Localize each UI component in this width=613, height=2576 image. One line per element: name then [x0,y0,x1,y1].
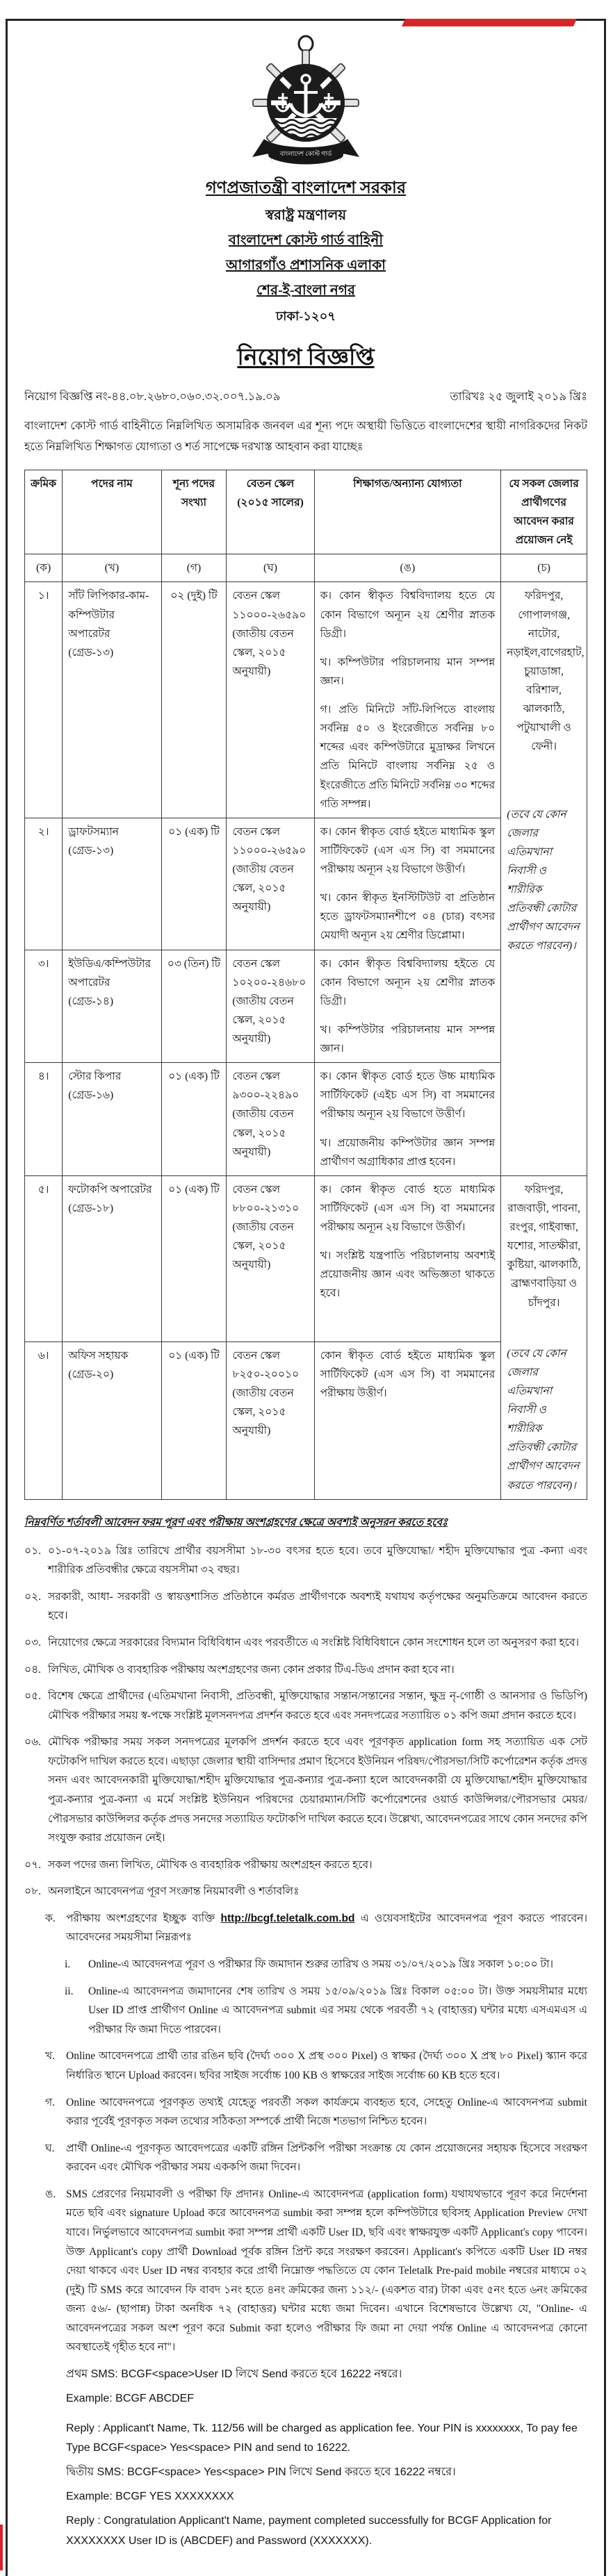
ministry-name: স্বরাষ্ট্র মন্ত্রণালয় [265,208,347,223]
rule-label: খ. [45,2050,56,2063]
row-vacancy: ০১ (এক) টি [161,1341,227,1499]
online-rule-d [24,2139,587,2177]
vacancy-table [24,470,587,1500]
emblem-banner-text: বাংলাদেশ কোস্ট গার্ড [279,150,332,157]
row-vacancy: ০৩ (তিন) টি [161,950,227,1063]
row-vacancy: ০১ (এক) টি [161,818,227,950]
sms-first-line: প্রথম SMS: BCGF<space>User ID লিখে Send করতে হবে 16222 নম্বরে। [66,2368,402,2381]
force-name: বাংলাদেশ কোস্ট গার্ড বাহিনী [228,233,384,248]
condition-item [24,1733,587,1847]
condition-text: অনলাইনে আবেদনপত্র পূরণ সংক্রান্ত নিয়মাবলী ও শর্তাবলিঃ [48,1885,300,1898]
col-header-position: পদের নাম [63,470,161,554]
rule-label: গ. [45,2096,56,2108]
sms-reply-1: Reply : Applicant't Name, Tk. 112/56 will be charged as application fee. Your PIN is xxxxxxxx, To pay fee Type BCGF<space> Yes<space> PIN and send to 16222. [66,2422,578,2454]
condition-item [24,1856,587,1875]
row-serial: ৫। [25,1175,63,1341]
condition-number: ০৪. [24,1663,42,1676]
office-nagar: শের-ই-বাংলা নগর [256,283,355,298]
row-qualifications [314,1175,501,1341]
rule-label: ঘ. [45,2142,55,2154]
left-red-mark [0,2525,3,2570]
qualification-item: খ। সংশ্লিষ্ট যন্ত্রপাতি পরিচালনায় অবশ্যই প্রয়োজনীয় জ্ঞান এবং অভিজ্ঞতা থাকতে হবে। [320,1250,496,1300]
condition-text: নিয়োগের ক্ষেত্রে সরকারের বিদ্যমান বিধিবিধান এবং পরবর্তীতে এ সংশ্লিষ্ট বিধিবিধানে কোন সংশোধন হলে তা অনুসরণ করা হবে। [48,1636,580,1649]
office-area: আগারগাঁও প্রশাসনিক এলাকা [225,258,386,273]
condition-text: ০১-০৭-২০১৯ খ্রিঃ তারিখে প্রার্থীর বয়সসীমা ১৮-৩০ বৎসর হতে হবে। তবে মুক্তিযোদ্ধা/ শহীদ মুক্তিযোদ্ধার পুত্র -কন্যা এবং শারীরিক প্রতিবন্ধীর ক্ষেত্রে বয়সসীমা ৩২ বছর। [48,1544,587,1576]
condition-number: ০৩. [24,1636,42,1649]
condition-number: ০৫. [24,1690,42,1703]
row-serial: ১। [25,582,63,818]
qualification-item: কোন স্বীকৃত বোর্ড হইতে মাধ্যমিক স্কুল সার্টিফিকেট (এস এস সি) বা সমমানের পরীক্ষায় উত্তীর্ণ। [320,1349,496,1400]
row-pay-scale: বেতন স্কেল ৮২৫০-২০০১০ (জাতীয় বেতন স্কেল, ২০১৫ অনুযায়ী) [227,1341,314,1499]
application-website-link[interactable]: http://bcgf.teletalk.com.bd [220,1912,355,1924]
rule-label: ক. [45,1912,56,1924]
row-qualifications [314,1341,501,1499]
coast-guard-emblem-icon [247,35,365,168]
notice-title: নিয়োগ বিজ্ঞপ্তি [237,345,375,370]
rule-label: ঙ. [45,2188,56,2200]
condition-text: সরকারী, আধা- সরকারী ও স্বায়ত্তশাসিত প্রতিষ্ঠানে কর্মরত প্রার্থীগণকে অবশ্যই যথাযথ কর্তৃপক্ষের অনুমতিক্রমে আবেদন করতে হবে। [48,1590,587,1622]
table-letter-row [25,554,587,582]
intro-paragraph: বাংলাদেশ কোস্ট গার্ড বাহিনীতে নিম্নলিখিত অসামরিক জনবল এর শূন্য পদে অস্থায়ী ভিত্তিতে বাংলাদেশের স্থায়ী নাগরিকদের নিকট হতে নিম্নলিখিত শিক্ষাগত যোগ্যতা ও শর্ত সাপেক্ষে দরখাস্ত আহবান করা যাচ্ছেঃ [24,420,587,454]
qualification-item: খ। প্রয়োজনীয় কম্পিউটার জ্ঞান সম্পন্ন প্রার্থীগণ অগ্রাধিকার প্রাপ্ত হবেন। [320,1137,496,1168]
condition-number: ০২. [24,1590,42,1603]
condition-item [24,1687,587,1725]
sms-example-1: Example: BCGF ABCDEF [66,2392,195,2404]
rule-text: SMS প্রেরণের নিয়মাবলী ও পরীক্ষা ফি প্রদানঃ Online-এ আবেদনপত্র (application form) যথাযথভাবে পূরণ করে নির্দেশনা মতে ছবি এবং signature Upload করে আবেদনপত্র sumbit করা সম্পন্ন হলে কম্পিউটারে ছবিসহ Application Preview দেখা যাবে। নির্ভুলভাবে আবেদনপত্র sumbit করা সম্পন্ন প্রার্থী একটি User ID, ছবি এবং স্বাক্ষরযুক্ত একটি Applicant's copy পাবেন। উক্ত Applicant's copy প্রার্থী Download পূর্বক রঙ্গিন প্রিন্ট করে সংরক্ষণ করবেন। Applicant's কপিতে একটি User ID নম্বর দেয়া থাকবে এবং User ID নম্বর ব্যবহার করে প্রার্থী নিম্নোক্ত পদ্ধতিতে যে কোন Teletalk Pre-paid mobile নম্বরের মাধ্যমে ০২ (দুই) টি SMS করে আবেদন ফি বাবদ ১নং হতে ৪নং ক্রমিকের জন্য ১১২/- (একশত বার) টাকা এবং ৫নং হতে ৬নং ক্রমিকের জন্য ৫৬/- (ছাপান্ন) টাকা অনধিক ৭২ (বাহাত্তর) ঘন্টার মধ্যে জমা দিবেন। এখানে বিশেষভাবে উল্লেখ্য যে, "Online- এ আবেদনপত্রের সকল অংশ পূরণ করে Submit করা হলেও পরীক্ষার ফি জমা না দেয়া পর্যন্ত Online এ আবেদনপত্র কোনো অবস্থাতেই গৃহীত হবে না"। [66,2188,587,2354]
condition-text: বিশেষ ক্ষেত্রে প্রার্থীদের (এতিমখানা নিবাসী, প্রতিবন্ধী, মুক্তিযোদ্ধার সন্তান/সন্তানের সন্তান, ক্ষুদ্র নৃ-গোষ্ঠী ও আনসার ও ভিডিপি) মৌখিক পরীক্ষার সময় স্ব-পক্ষে সংশ্লিষ্ট মূলসনদপত্র প্রদর্শন করতে হবে এবং সনদপত্রের সত্যায়িত ০১ কপি জমা প্রদান করতে হবে। [48,1690,587,1722]
conditions-heading: নিম্নবর্ণিত শর্তাবলী আবেদন ফরম পূরণ এবং পরীক্ষায় অংশগ্রহণের ক্ষেত্রে অবশ্যই অনুসরন করতে হবেঃ [24,1516,448,1528]
condition-number: ০১. [24,1544,42,1557]
row-pay-scale: বেতন স্কেল ১০২০০-২৪৬৮০ (জাতীয় বেতন স্কেল, ২০১৫ অনুযায়ী) [227,950,314,1063]
row-serial: ৬। [25,1341,63,1499]
qualification-item: ক। কোন স্বীকৃত বোর্ড হতে উচ্চ মাধ্যমিক সার্টিফিকেট (এইচ এস সি) বা সমমানের পরীক্ষায় অন্যূন ২য় বিভাগে উত্তীর্ণ। [320,1071,496,1121]
district-list: ফরিদপুর, রাজবাড়ী, পাবনা, রংপুর, গাইবান্ধা, যশোর, সাতক্ষীরা, কুষ্টিয়া, ঝালকাঠি, ব্রাহ্মণবাড়িয়া ও চাঁদপুর। [507,1183,581,1309]
online-rule-i [24,1955,587,1974]
condition-item [24,1633,587,1653]
col-letter: (ক) [25,554,63,582]
rule-text: Online আবেদনপত্রে প্রার্থী তার রঙিন ছবি (দৈর্ঘ্য ৩০০ X প্রস্থ ৩০০ Pixel) ও স্বাক্ষর (দৈর্ঘ্য ৩০০ X প্রস্থ ৮০ Pixel) স্ক্যান করে নির্ধারিত স্থানে Upload করবেন। ছবির সাইজ সর্বোচ্চ 100 KB ও স্বাক্ষরের সাইজ সর্বোচ্চ 60 KB হতে হবে। [66,2050,587,2081]
col-header-vacancies: শূন্য পদের সংখ্যা [161,470,227,554]
row-pay-scale: বেতন স্কেল ১১০০০-২৬৫৯০ (জাতীয় বেতন স্কেল, ২০১৫ অনুযায়ী) [227,582,314,818]
table-row [25,1175,587,1341]
online-rule-b [24,2047,587,2085]
online-rule-e [24,2185,587,2357]
rule-label: ii. [65,1985,74,1997]
qualification-item: খ। কম্পিউটার পরিচালনায় মান সম্পন্ন জ্ঞান। [320,1023,496,1055]
row-pay-scale: বেতন স্কেল ৮৮০০-২১৩১০ (জাতীয় বেতন স্কেল, ২০১৫ অনুযায়ী) [227,1175,314,1341]
online-rule-a [24,1909,587,1947]
condition-text: সকল পদের জন্য লিখিত, মৌখিক ও ব্যবহারিক পরীক্ষায় অংশগ্রহন করতে হবে। [48,1858,373,1871]
row-position: স্টোর কিপার (গ্রেড-১৬) [63,1063,161,1176]
rule-text: Online-এ আবেদনপত্র জমাদানের শেষ তারিখ ও সময় ১৫/০৯/২০১৯ খ্রিঃ বিকাল ০৫:০০ টা। উক্ত সময়সীমার মধ্যে User ID প্রাপ্ত প্রার্থীগণ Online এ আবেদনপত্র submit এর সময় থেকে পরবর্তী ৭২ (বাহাত্তর) ঘন্টার মধ্যে এসএমএস এ পরীক্ষার ফি জমা দিতে পারবেন। [88,1985,587,2036]
row-position: ফটোকপি অপারেটর (গ্রেড-১৮) [63,1175,161,1341]
row-qualifications [314,818,501,950]
condition-text: মৌখিক পরীক্ষার সময় সকল সনদপত্রের মূলকপি প্রদর্শন করতে হবে এবং পূরণকৃত application form সহ সত্যায়িত এক সেট ফটোকপি দাখিল করতে হবে। এছাড়া জেলার স্থায়ী বাসিন্দার প্রমাণ হিসেবে ইউনিয়ন পরিষদ/পৌরসভা/সিটি কর্পোরেশন কর্তৃক প্রদত্ত সনদ এবং আবেদনকারী মুক্তিযোদ্ধা/শহীদ মুক্তিযোদ্ধার পুত্র-কন্যার পুত্র-কন্যা হলে আবেদনকারী যে মুক্তিযোদ্ধা/শহীদ মুক্তিযোদ্ধার পুত্র-কন্যার পুত্র-কন্যা এ মর্মে সংশ্লিষ্ট ইউনিয়ন পরিষদের চেয়ারম্যান/সিটি কর্পোরেশনের ওয়ার্ড কাউন্সিলর/পৌরসভার মেয়র/পৌরসভার কাউন্সিলর কর্তৃক প্রদত্ত সনদের সত্যায়িত ফটোকপি দাখিল করতে হবে। উল্লেখ্য, আবেদনপত্রের সাথে কোন সনদের কপি সংযুক্ত করার প্রয়োজন নেই। [48,1736,587,1844]
memo-row [24,388,587,406]
notice-date: তারিখঃ ২৫ জুলাই ২০১৯ খ্রিঃ [450,390,587,403]
qualification-item: ক। কোন স্বীকৃত বিশ্ববিদ্যালয় হইতে যে কোন বিভাগে অন্যূন ২য় শ্রেণীর স্নাতক ডিগ্রী। [320,957,496,1007]
row-serial: ৪। [25,1063,63,1176]
col-header-qualification: শিক্ষাগত/অন্যান্য যোগ্যতা [314,470,501,554]
row-serial: ২। [25,818,63,950]
rule-text: Online আবেদনপত্রে পূরণকৃত তথ্যই যেহেতু পরবর্তী সকল কার্যক্রমে ব্যবহৃত হবে, সেহেতু Online-এ আবেদনপত্র submit করার পূর্বেই পূরণকৃত সকল তথ্যের সঠিকতা সম্পর্কে প্রার্থী নিজে শতভাগ নিশ্চিত হবেন। [66,2096,587,2128]
qualification-item: ক। কোন স্বীকৃত বোর্ড হইতে মাধ্যমিক স্কুল সার্টিফিকেট (এস এস সি) বা সমমানের পরীক্ষায় অন্যূন ২য় বিভাগে উত্তীর্ণ। [320,825,496,876]
sms-reply-2: Reply : Congratulation Applicant't Name, payment completed successfully for BCGF Application for XXXXXXXX User ID is (ABCDEF) and Password (XXXXXXX). [66,2514,552,2547]
condition-number: ০৮. [24,1885,42,1898]
district-quota-note: (তবে যে কোন জেলার এতিমখানা নিবাসী ও শারীরিক প্রতিবন্ধী কোটার প্রার্থীগণ আবেদন করতে পারবেন)। [507,808,580,952]
condition-item [24,1542,587,1580]
rule-text [66,1909,587,1947]
condition-number: ০৭. [24,1858,42,1871]
qualification-item: খ। কম্পিউটার পরিচালনায় মান সম্পন্ন জ্ঞান। [320,656,496,687]
online-rule-ii [24,1982,587,2040]
rule-text-pre: পরীক্ষায় অংশগ্রহণের ইচ্ছুক ব্যক্তি [66,1912,221,1924]
qualification-item: খ। কোন স্বীকৃত ইনস্টিটিউট বা প্রতিষ্ঠান হতে ড্রাফটসম্যানশীপে ০৪ (চার) বৎসর মেয়াদী অন্যূন ২য় শ্রেণীর ডিপ্লোমা। [320,892,496,942]
circular-document [6,19,606,2576]
rule-text: Online-এ আবেদনপত্র পূরণ ও পরীক্ষার ফি জমাদান শুরুর তারিখ ও সময় ৩১/০৭/২০১৯ খ্রিঃ সকাল ১০:০০ টা। [88,1958,554,1971]
row-position: অফিস সহায়ক (গ্রেড-২০) [63,1341,161,1499]
emblem-ribbon [252,139,359,165]
district-exclusion-cell [501,582,587,1175]
memo-number: নিয়োগ বিজ্ঞপ্তি নং-৪৪.০৮.২৬৮০.০৬০.৩২.০০৭.১৯.০৯ [24,390,281,403]
row-qualifications [314,950,501,1063]
document-header [24,35,587,378]
district-quota-note: (তবে যে কোন জেলার এতিমখানা নিবাসী ও শারীরিক প্রতিবন্ধী কোটার প্রার্থীগণ আবেদন করতে পারবেন)। [507,1347,580,1492]
row-qualifications [314,1063,501,1176]
district-list: ফরিদপুর, গোপালগঞ্জ, নাটোর, নড়াইল,বাগেরহাট, চুয়াডাঙ্গা, বরিশাল, ঝালকাঠি, পটুয়াখালী ও ফেনী। [507,590,585,753]
row-vacancy: ০২ (দুই) টি [161,582,227,818]
table-header-row [25,470,587,554]
qualification-item: ক। কোন স্বীকৃত বিশ্ববিদ্যালয় হতে যে কোন বিভাগে অন্যূন ২য় শ্রেণীর স্নাতক ডিগ্রী। [320,590,496,640]
col-letter: (ঙ) [314,554,501,582]
sms-instructions [24,2365,587,2551]
condition-text: লিখিত, মৌখিক ও ব্যবহারিক পরীক্ষায় অংশগ্রহণের জন্য কোন প্রকার টিএ-ডিএ প্রদান করা হবে না। [48,1663,455,1676]
rule-text-post: এ ওয়েবসাইটের আবেদনপত্র পূরণ করতে পারবেন। আবেদনের সময়সীমা নিম্নরূপঃ [66,1912,587,1944]
condition-item [24,1882,587,1901]
office-city: ঢাকা-১২০৭ [276,309,336,323]
qualification-item: ক। কোন স্বীকৃত বোর্ড হতে মাধ্যমিক সার্টিফিকেট (এস এস সি) বা সমমানের পরীক্ষায় অন্যূন ২য় বিভাগে উত্তীর্ণ। [320,1183,496,1234]
col-letter: (খ) [63,554,161,582]
row-position: সাঁট লিপিকার-কাম-কম্পিউটার অপারেটর (গ্রেড-১৩) [63,582,161,818]
col-letter: (চ) [501,554,587,582]
row-pay-scale: বেতন স্কেল ১১০০০-২৬৫৯০ (জাতীয় বেতন স্কেল, ২০১৫ অনুযায়ী) [227,818,314,950]
rule-text: প্রার্থী Online-এ পূরণকৃত আবেদপত্রের একটি রঙ্গিন প্রিন্টকপি পরীক্ষা সংক্রান্ত যে কোন প্রয়োজনের সহায়ক হিসেবে সংরক্ষণ করবেন এবং মৌখিক পরীক্ষার সময় এককপি জমা দিবেন। [66,2142,587,2174]
row-vacancy: ০১ (এক) টি [161,1175,227,1341]
row-pay-scale: বেতন স্কেল ৯৩০০-২২৪৯০ (জাতীয় বেতন স্কেল, ২০১৫ অনুযায়ী) [227,1063,314,1176]
row-qualifications [314,582,501,818]
sms-example-2: Example: BCGF YES XXXXXXXX [66,2491,234,2503]
condition-item [24,1587,587,1626]
rule-label: i. [65,1958,71,1971]
col-header-serial: ক্রমিক [25,470,63,554]
qualification-item: গ। প্রতি মিনিটে সাঁট-লিপিতে বাংলায় সর্বনিম্ন ৫০ ও ইংরেজীতে সর্বনিম্ন ৮০ শব্দের এবং কম্পিউটারে মুদ্রাক্ষর লিখনে প্রতি মিনিটে বাংলায় সর্বনিম্ন ২৫ ও ইংরেজীতে প্রতি মিনিটে সর্বনিম্ন ৩০ শব্দের গতি সম্পন্ন। [320,704,496,810]
row-position: ড্রাফটসম্যান (গ্রেড-১৩) [63,818,161,950]
row-serial: ৩। [25,950,63,1063]
condition-item [24,1660,587,1680]
online-rule-c [24,2093,587,2131]
sms-second-line: দ্বিতীয় SMS: BCGF<space> Yes<space> PIN লিখে Send করতে হবে 16222 নম্বরে। [66,2466,456,2479]
col-letter: (গ) [161,554,227,582]
government-name: গণপ্রজাতন্ত্রী বাংলাদেশ সরকার [205,179,407,197]
col-header-scale: বেতন স্কেল (২০১৫ সালের) [227,470,314,554]
condition-number: ০৬. [24,1736,42,1749]
col-letter: (ঘ) [227,554,314,582]
row-position: ইউডিএ/কম্পিউটার অপারেটর (গ্রেড-১৪) [63,950,161,1063]
col-header-districts: যে সকল জেলার প্রার্থীগণের আবেদন করার প্রয়োজন নেই [501,470,587,554]
table-row [25,582,587,818]
row-vacancy: ০১ (এক) টি [161,1063,227,1176]
district-exclusion-cell [501,1175,587,1499]
top-red-banner [402,19,577,26]
